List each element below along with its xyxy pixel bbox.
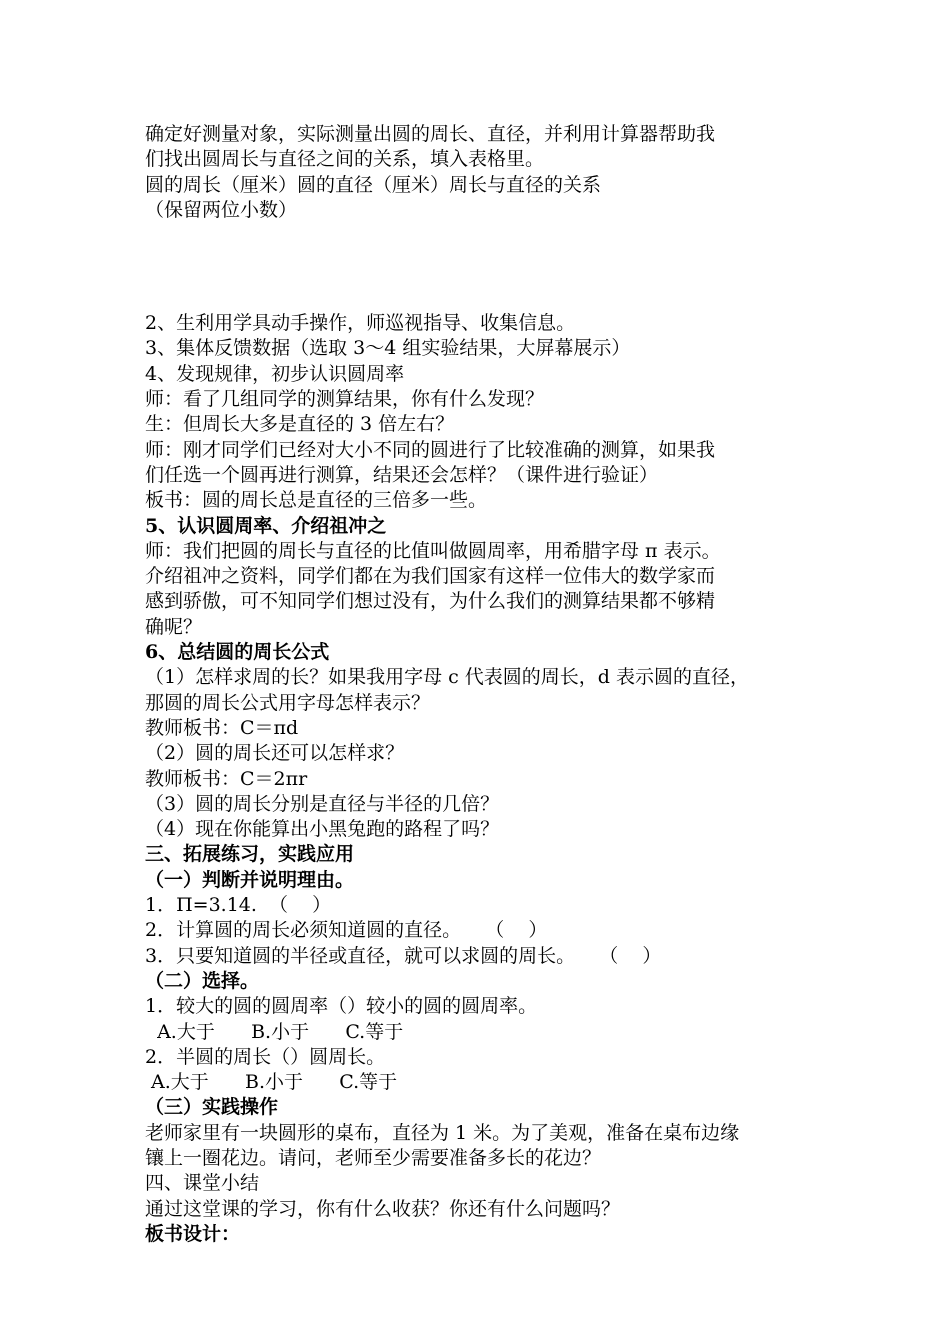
blank-table-area	[145, 223, 815, 311]
paragraph-line: 教师板书：C＝2πr	[145, 767, 308, 790]
subsection-heading: （一）判断并说明理由。	[145, 868, 355, 891]
document-body	[145, 122, 815, 1247]
paragraph-line: 生：但周长大多是直径的 3 倍左右？	[145, 413, 455, 436]
paragraph-line: （4）现在你能算出小黑兔跑的路程了吗？	[145, 818, 500, 841]
options-line: A.大于 B.小于 C.等于	[145, 1071, 398, 1094]
paragraph-line: 师：我们把圆的周长与直径的比值叫做圆周率，用希腊字母 π 表示。	[145, 539, 721, 562]
subsection-heading: （二）选择。	[145, 969, 260, 992]
options-line: A.大于 B.小于 C.等于	[145, 1020, 404, 1043]
paragraph-line: 确定好测量对象，实际测量出圆的周长、直径，并利用计算器帮助我	[145, 123, 716, 145]
question-line: 1．较大的圆的圆周率（）较小的圆的圆周率。	[145, 995, 538, 1018]
section-heading: 5、认识圆周率、介绍祖冲之	[145, 514, 387, 537]
paragraph-line: 师：看了几组同学的测算结果，你有什么发现？	[145, 388, 545, 411]
paragraph-line: 们找出圆周长与直径之间的关系，填入表格里。	[145, 148, 545, 171]
paragraph-line: 4、发现规律，初步认识圆周率	[145, 362, 405, 385]
section-heading: 四、课堂小结	[145, 1172, 260, 1195]
paragraph-line: 老师家里有一块圆形的桌布，直径为 1 米。为了美观，准备在桌布边缘	[145, 1121, 740, 1144]
paragraph-line: （1）怎样求周的长？如果我用字母 c 代表圆的周长，d 表示圆的直径，	[145, 666, 750, 689]
section-heading: 板书设计：	[145, 1222, 241, 1245]
paragraph-line: （2）圆的周长还可以怎样求？	[145, 742, 405, 765]
table-note-line: （保留两位小数）	[145, 198, 298, 221]
paragraph-line: 镶上一圈花边。请问，老师至少需要准备多长的花边？	[145, 1146, 602, 1169]
paragraph-line: 那圆的周长公式用字母怎样表示？	[145, 691, 431, 714]
question-line: 2．半圆的周长（）圆周长。	[145, 1045, 386, 1068]
paragraph-line: 们任选一个圆再进行测算，结果还会怎样？（课件进行验证）	[145, 463, 659, 486]
paragraph-line: 介绍祖冲之资料，同学们都在为我们国家有这样一位伟大的数学家而	[145, 565, 716, 588]
paragraph-line: 通过这堂课的学习，你有什么收获？你还有什么问题吗？	[145, 1197, 621, 1220]
paragraph-line: 2、生利用学具动手操作，师巡视指导、收集信息。	[145, 312, 576, 335]
paragraph-line: 感到骄傲，可不知同学们想过没有，为什么我们的测算结果都不够精	[145, 590, 716, 613]
question-line: 1．Π=3.14. （ ）	[145, 894, 332, 917]
paragraph-line: （3）圆的周长分别是直径与半径的几倍？	[145, 792, 500, 815]
paragraph-line: 确呢？	[145, 615, 203, 638]
paragraph-line: 教师板书：C＝πd	[145, 716, 299, 739]
subsection-heading: （三）实践操作	[145, 1096, 279, 1119]
section-heading: 三、拓展练习，实践应用	[145, 843, 355, 866]
paragraph-line: 3、集体反馈数据（选取 3～4 组实验结果，大屏幕展示）	[145, 337, 631, 360]
paragraph-line: 师：刚才同学们已经对大小不同的圆进行了比较准确的测算，如果我	[145, 438, 716, 461]
section-heading: 6、总结圆的周长公式	[145, 641, 330, 664]
table-header-line: 圆的周长（厘米）圆的直径（厘米）周长与直径的关系	[145, 173, 602, 196]
question-line: 2．计算圆的周长必须知道圆的直径。 （ ）	[145, 919, 548, 942]
question-line: 3．只要知道圆的半径或直径，就可以求圆的周长。 （ ）	[145, 944, 662, 967]
paragraph-line: 板书：圆的周长总是直径的三倍多一些。	[145, 489, 488, 512]
